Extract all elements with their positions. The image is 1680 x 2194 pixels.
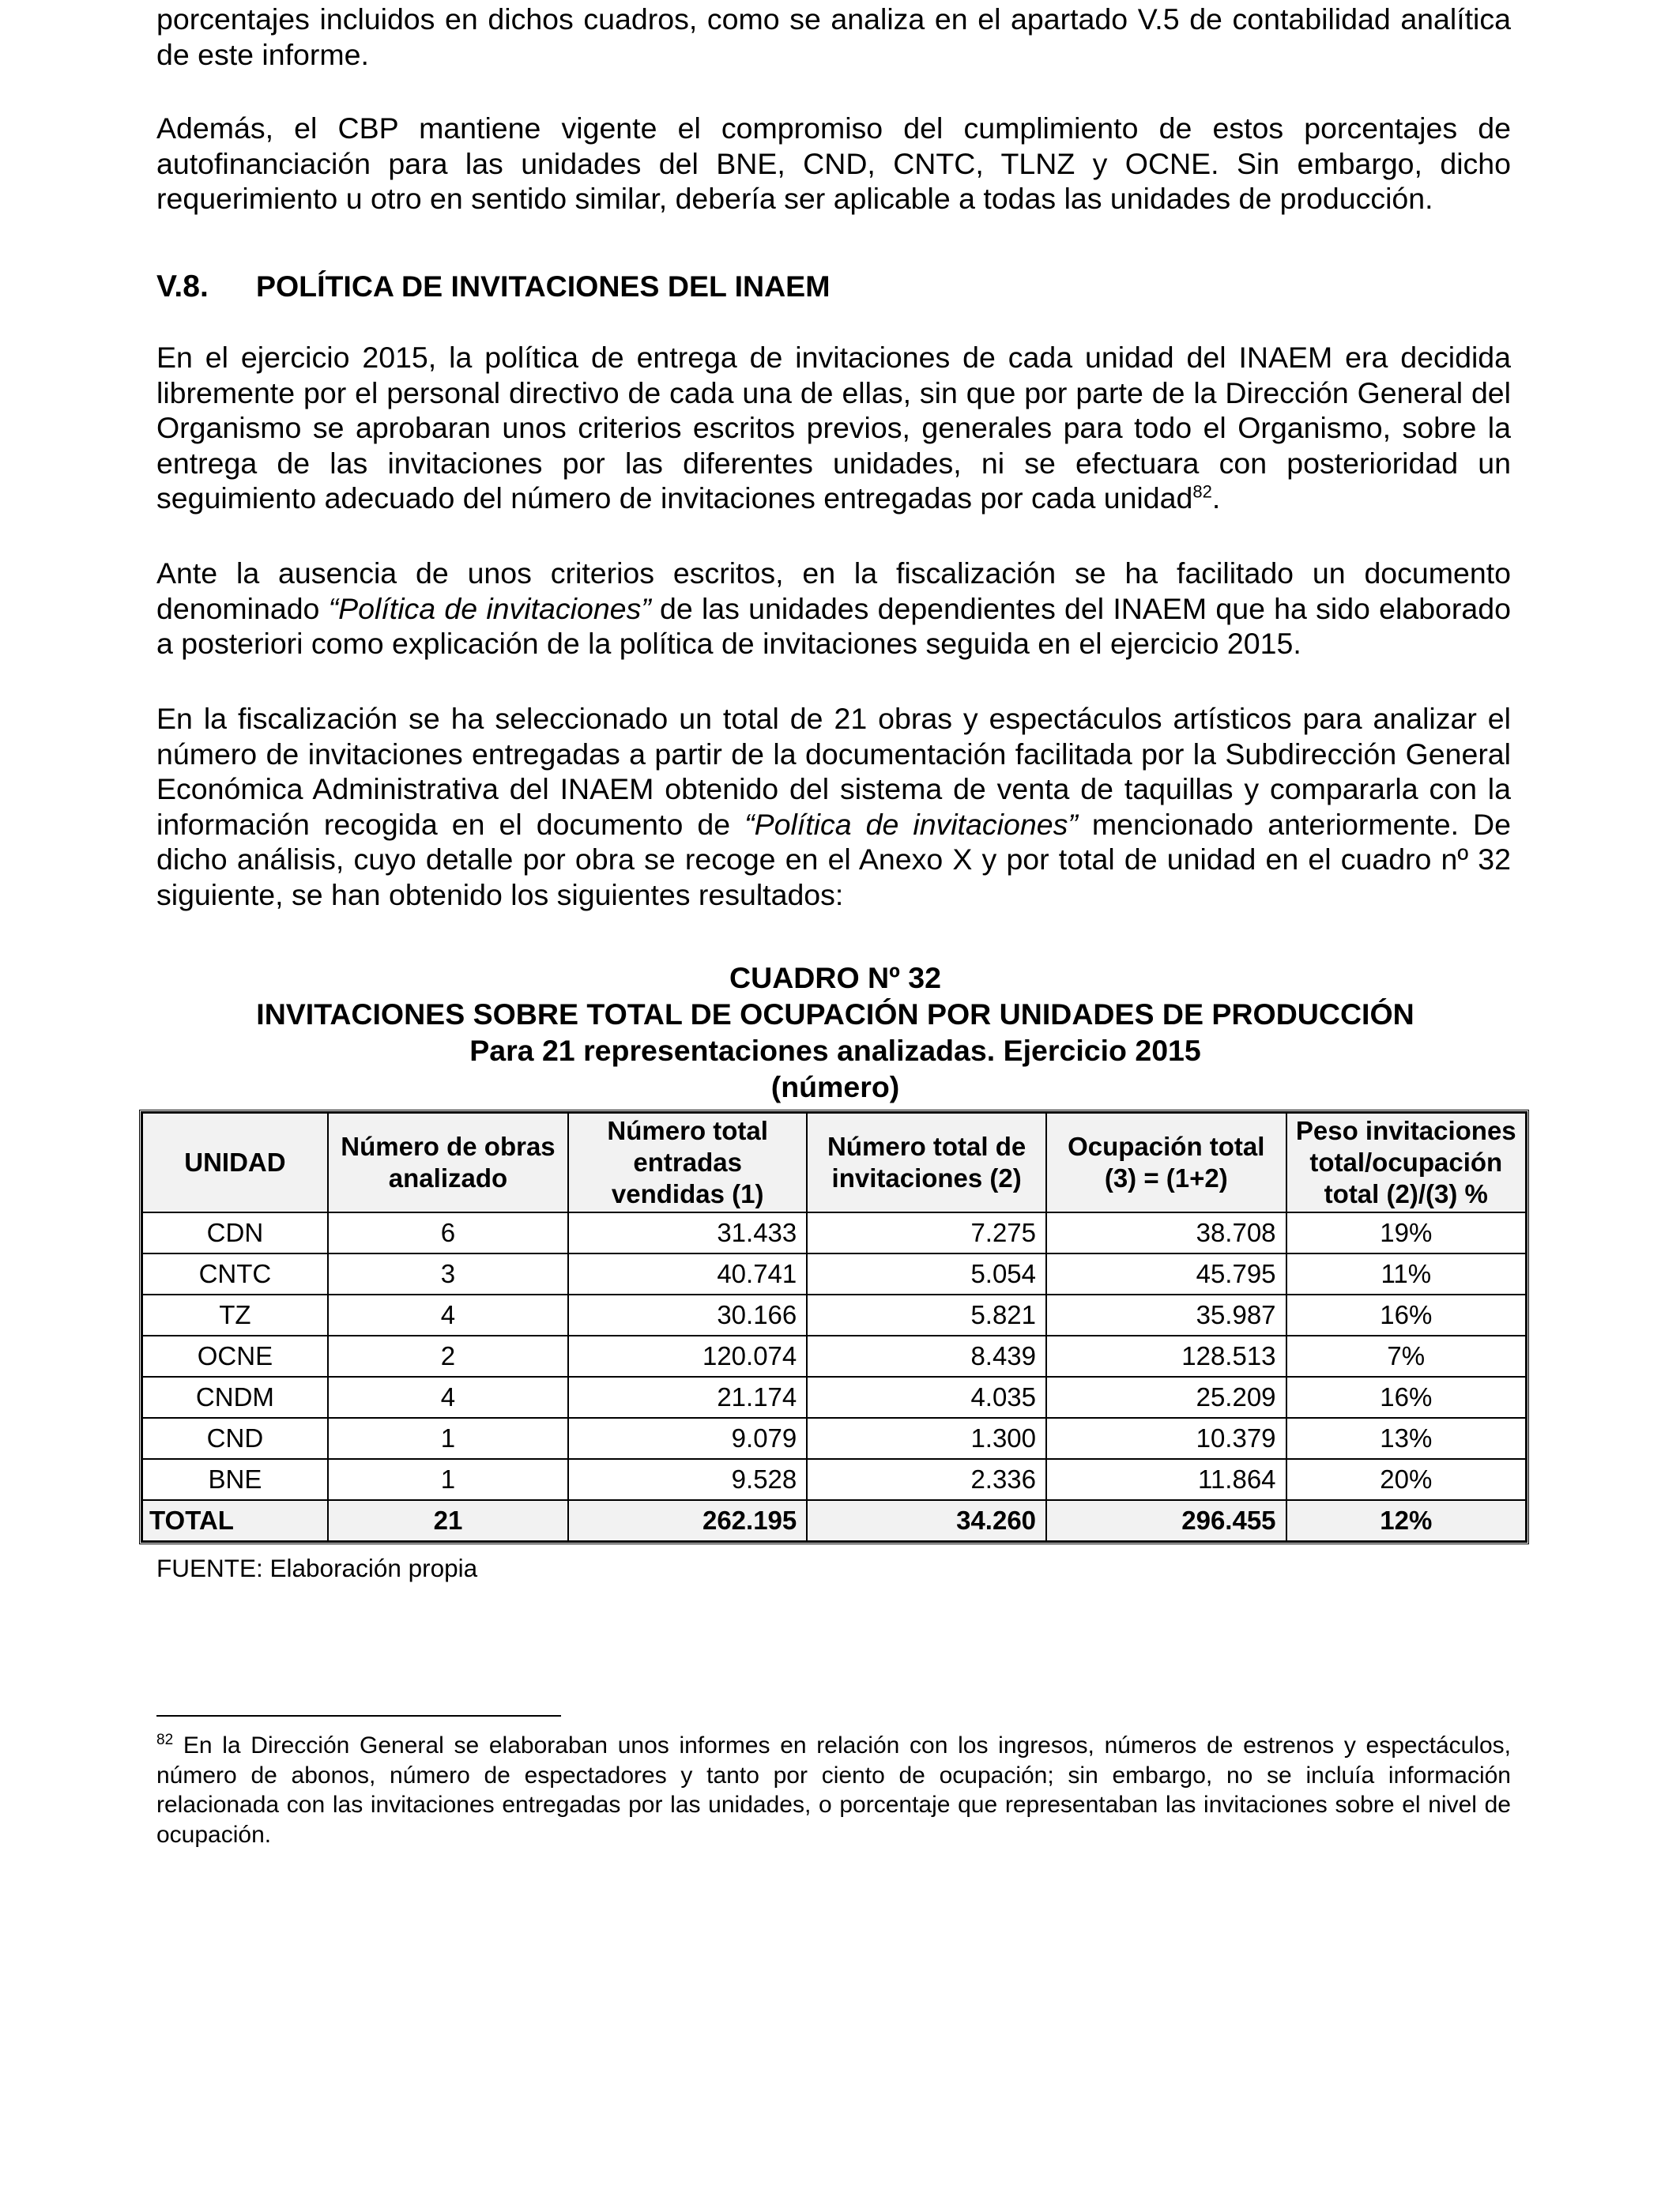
cell-unidad: TZ	[142, 1295, 328, 1336]
document-name-italic: “Política de invitaciones”	[744, 807, 1078, 841]
paragraph-absence-criteria	[156, 556, 1511, 662]
paragraph-continuation: porcentajes incluidos en dichos cuadros, como se analiza en el apartado V.5 de contabilidad analítica de este informe.	[156, 2, 1511, 71]
cell-ocupacion: 25.209	[1046, 1377, 1286, 1418]
footnote-divider	[156, 1715, 561, 1717]
table-title: INVITACIONES SOBRE TOTAL DE OCUPACIÓN POR UNIDADES DE PRODUCCIÓN	[256, 997, 1414, 1031]
cell-peso: 16%	[1286, 1295, 1526, 1336]
paragraph-text: mencionado anteriormente. De dicho análisis, cuyo detalle por obra se recoge en el Anexo X y por total de unidad en el cuadro nº 32 siguiente, se han obtenido los siguientes resultados:	[156, 807, 1511, 911]
document-name-italic: “Política de invitaciones”	[328, 591, 651, 625]
footnote-reference[interactable]: 82	[1192, 481, 1212, 502]
table-row	[142, 1418, 1526, 1459]
cell-peso: 20%	[1286, 1459, 1526, 1500]
paragraph-text: En la fiscalización se ha seleccionado un total de 21 obras y espectáculos artísticos para analizar el número de invitaciones entregadas a partir de la documentación facilitada por la Subdirección General Económica Administrativa del INAEM obtenido del sistema de venta de taquillas y compararla con la información recogida en el documento de	[156, 702, 1511, 841]
data-table-frame	[139, 1110, 1529, 1544]
table-row	[142, 1295, 1526, 1336]
cell-ocupacion: 10.379	[1046, 1418, 1286, 1459]
cell-unidad: CNTC	[142, 1253, 328, 1295]
cell-unidad: CND	[142, 1418, 328, 1459]
table-row	[142, 1459, 1526, 1500]
cell-invitaciones: 4.035	[807, 1377, 1046, 1418]
section-heading	[156, 269, 1511, 304]
cell-obras: 1	[328, 1459, 568, 1500]
cell-entradas: 9.528	[568, 1459, 807, 1500]
table-number: CUADRO Nº 32	[729, 961, 941, 994]
cell-invitaciones: 2.336	[807, 1459, 1046, 1500]
cell-total-obras: 21	[328, 1500, 568, 1541]
cell-total-ocupacion: 296.455	[1046, 1500, 1286, 1541]
table-row	[142, 1336, 1526, 1377]
table-unit: (número)	[770, 1070, 900, 1103]
paragraph-text: de las unidades dependientes del INAEM que ha sido elaborado a posteriori como explicación de la política de invitaciones seguida en el ejercicio 2015.	[156, 591, 1511, 661]
cell-invitaciones: 7.275	[807, 1212, 1046, 1253]
cell-obras: 6	[328, 1212, 568, 1253]
cell-peso: 11%	[1286, 1253, 1526, 1295]
table-total-row	[142, 1500, 1526, 1541]
cell-invitaciones: 8.439	[807, 1336, 1046, 1377]
table-subtitle: Para 21 representaciones analizadas. Ejercicio 2015	[469, 1034, 1201, 1067]
cell-unidad: OCNE	[142, 1336, 328, 1377]
col-header-unidad: UNIDAD	[142, 1113, 328, 1212]
cell-obras: 4	[328, 1295, 568, 1336]
cell-total-entradas: 262.195	[568, 1500, 807, 1541]
section-number: V.8.	[156, 270, 209, 303]
cell-total-peso: 12%	[1286, 1500, 1526, 1541]
paragraph-cbp-commitment: Además, el CBP mantiene vigente el compromiso del cumplimiento de estos porcentajes de autofinanciación para las unidades del BNE, CND, CNTC, TLNZ y OCNE. Sin embargo, dicho requerimiento u otro en sentido similar, debería ser aplicable a todas las unidades de producción.	[156, 111, 1511, 216]
cell-entradas: 21.174	[568, 1377, 807, 1418]
cell-entradas: 31.433	[568, 1212, 807, 1253]
section-title: POLÍTICA DE INVITACIONES DEL INAEM	[256, 270, 831, 303]
cell-total-invitaciones: 34.260	[807, 1500, 1046, 1541]
cell-ocupacion: 45.795	[1046, 1253, 1286, 1295]
table-row	[142, 1212, 1526, 1253]
footnote-number: 82	[156, 1732, 174, 1748]
paragraph-invitation-policy	[156, 340, 1511, 516]
cell-invitaciones: 5.821	[807, 1295, 1046, 1336]
footnote-text: En la Dirección General se elaboraban unos informes en relación con los ingresos, números de estrenos y espectáculos, número de abonos, número de espectadores y tanto por ciento de ocupación; sin embargo, no se incluía información relacionada con las invitaciones entregadas por las unidades, o porcentaje que representaban las invitaciones sobre el nivel de ocupación.	[156, 1732, 1511, 1848]
cell-obras: 3	[328, 1253, 568, 1295]
paragraph-text: Ante la ausencia de unos criterios escritos, en la fiscalización se ha facilitado un documento denominado	[156, 556, 1511, 625]
table-row	[142, 1377, 1526, 1418]
table-source: FUENTE: Elaboración propia	[156, 1554, 478, 1582]
data-table	[141, 1112, 1527, 1542]
cell-total-label: TOTAL	[142, 1500, 328, 1541]
cell-peso: 16%	[1286, 1377, 1526, 1418]
paragraph-analysis	[156, 701, 1511, 913]
table-header-row	[142, 1113, 1526, 1212]
cell-ocupacion: 35.987	[1046, 1295, 1286, 1336]
cell-entradas: 9.079	[568, 1418, 807, 1459]
footnote	[156, 1731, 1511, 1849]
cell-ocupacion: 38.708	[1046, 1212, 1286, 1253]
table-title-block	[141, 959, 1530, 1105]
cell-unidad: BNE	[142, 1459, 328, 1500]
cell-entradas: 120.074	[568, 1336, 807, 1377]
table-row	[142, 1253, 1526, 1295]
col-header-invitaciones: Número total de invitaciones (2)	[807, 1113, 1046, 1212]
cell-peso: 19%	[1286, 1212, 1526, 1253]
cell-invitaciones: 5.054	[807, 1253, 1046, 1295]
cell-unidad: CDN	[142, 1212, 328, 1253]
cell-obras: 2	[328, 1336, 568, 1377]
cell-peso: 7%	[1286, 1336, 1526, 1377]
cell-obras: 1	[328, 1418, 568, 1459]
cell-invitaciones: 1.300	[807, 1418, 1046, 1459]
col-header-entradas: Número total entradas vendidas (1)	[568, 1113, 807, 1212]
cell-ocupacion: 11.864	[1046, 1459, 1286, 1500]
cell-entradas: 40.741	[568, 1253, 807, 1295]
paragraph-text: En el ejercicio 2015, la política de entrega de invitaciones de cada unidad del INAEM era decidida libremente por el personal directivo de cada una de ellas, sin que por parte de la Dirección General del Organismo se aprobaran unos criterios escritos previos, generales para todo el Organismo, sobre la entrega de las invitaciones por las diferentes unidades, ni se efectuara con posterioridad un seguimiento adecuado del número de invitaciones entregadas por cada unidad	[156, 341, 1511, 515]
cell-ocupacion: 128.513	[1046, 1336, 1286, 1377]
paragraph-end: .	[1211, 481, 1221, 515]
cell-unidad: CNDM	[142, 1377, 328, 1418]
cell-peso: 13%	[1286, 1418, 1526, 1459]
cell-obras: 4	[328, 1377, 568, 1418]
col-header-obras: Número de obras analizado	[328, 1113, 568, 1212]
col-header-peso: Peso invitaciones total/ocupación total (2)/(3) %	[1286, 1113, 1526, 1212]
cell-entradas: 30.166	[568, 1295, 807, 1336]
col-header-ocupacion: Ocupación total (3) = (1+2)	[1046, 1113, 1286, 1212]
